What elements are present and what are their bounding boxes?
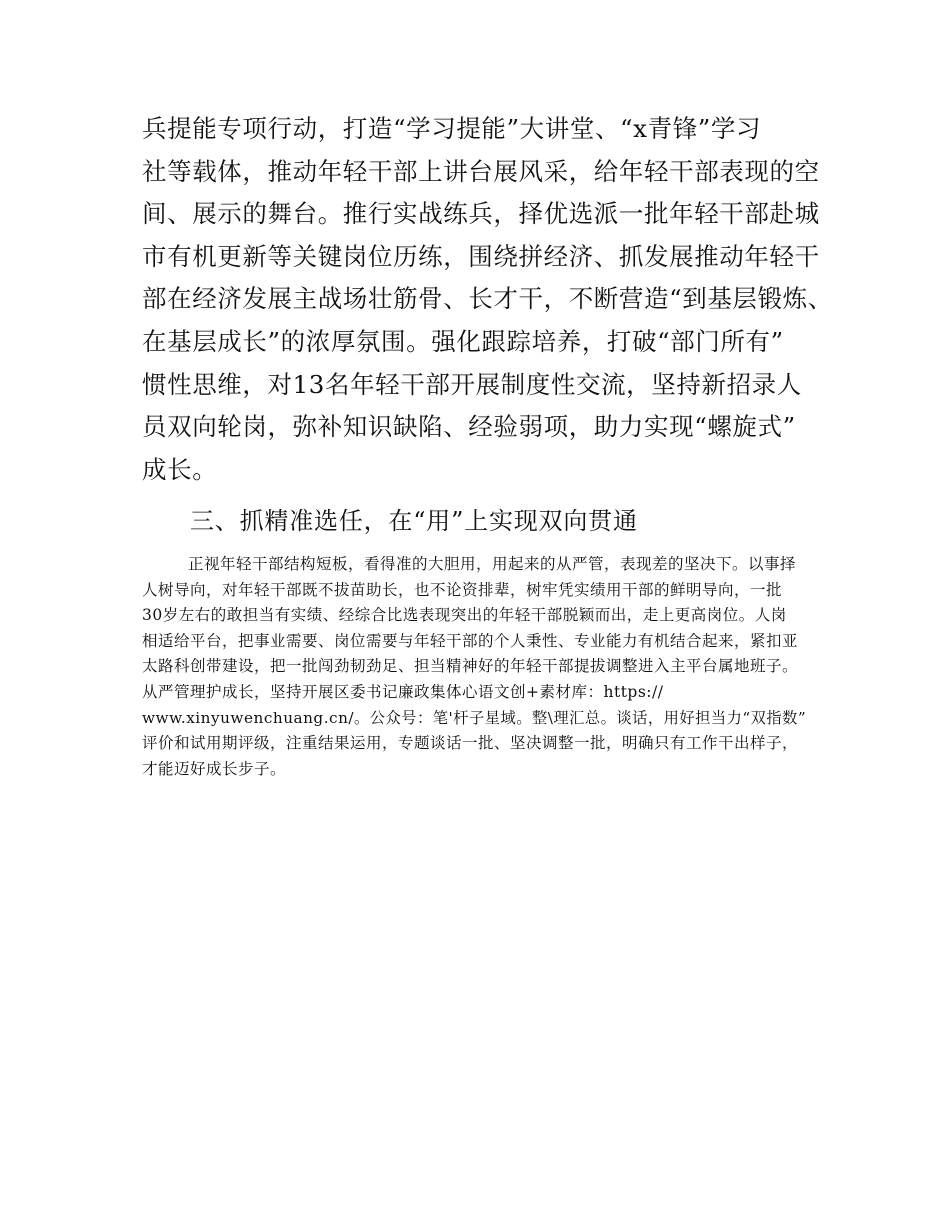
section-line: 才能迈好成长步子。 [142,759,287,778]
body-line: 部在经济发展主战场壮筋骨、长才干，不断营造“到基层锻炼、 [142,284,833,314]
section-line: 人树导向，对年轻干部既不拔苗助长，也不论资排辈，树牢凭实绩用干部的鲜明导向，一批 [142,580,783,599]
body-line: 惯性思维，对13名年轻干部开展制度性交流，坚持新招录人 [142,369,802,399]
body-line: 兵提能专项行动，打造“学习提能”大讲堂、“x青锋”学习 [142,114,762,143]
body-paragraph [142,108,842,491]
section-line: www.xinyuwenchuang.cn/。公众号：笔'杆子星域。整\理汇总。谈话，用好担当力“双指数” [142,708,807,727]
section-line: 从严管理护成长，坚持开展区委书记廉政集体心语文创+素材库：https:// [142,682,664,701]
body-line: 员双向轮岗，弥补知识缺陷、经验弱项，助力实现“螺旋式” [142,412,796,442]
section-line: 评价和试用期评级，注重结果运用，专题谈话一批、坚决调整一批，明确只有工作干出样子， [142,734,799,753]
section-line: 相适给平台，把事业需要、岗位需要与年轻干部的个人秉性、专业能力有机结合起来，紧扣亚 [142,631,799,650]
body-line: 社等载体，推动年轻干部上讲台展风采，给年轻干部表现的空 [142,156,820,186]
section-heading: 三、抓精准选任，在“用”上实现双向贯通 [190,507,638,535]
body-line: 间、展示的舞台。推行实战练兵，择优选派一批年轻干部赴城 [142,199,820,229]
section-line: 30岁左右的敢担当有实绩、经综合比选表现突出的年轻干部脱颖而出，走上更高岗位。人岗 [142,606,787,625]
section-line: 正视年轻干部结构短板，看得准的大胆用，用起来的从严管，表现差的坚决下。以事择 [188,555,797,573]
section-line: 太路科创带建设，把一批闯劲韧劲足、担当精神好的年轻干部提拔调整进入主平台属地班子。 [142,657,799,676]
body-line: 在基层成长”的浓厚氛围。强化跟踪培养，打破“部门所有” [142,326,784,356]
body-line: 成长。 [142,454,218,484]
section-paragraph [142,552,810,782]
body-line: 市有机更新等关键岗位历练，围绕拼经济、抓发展推动年轻干 [142,241,820,271]
